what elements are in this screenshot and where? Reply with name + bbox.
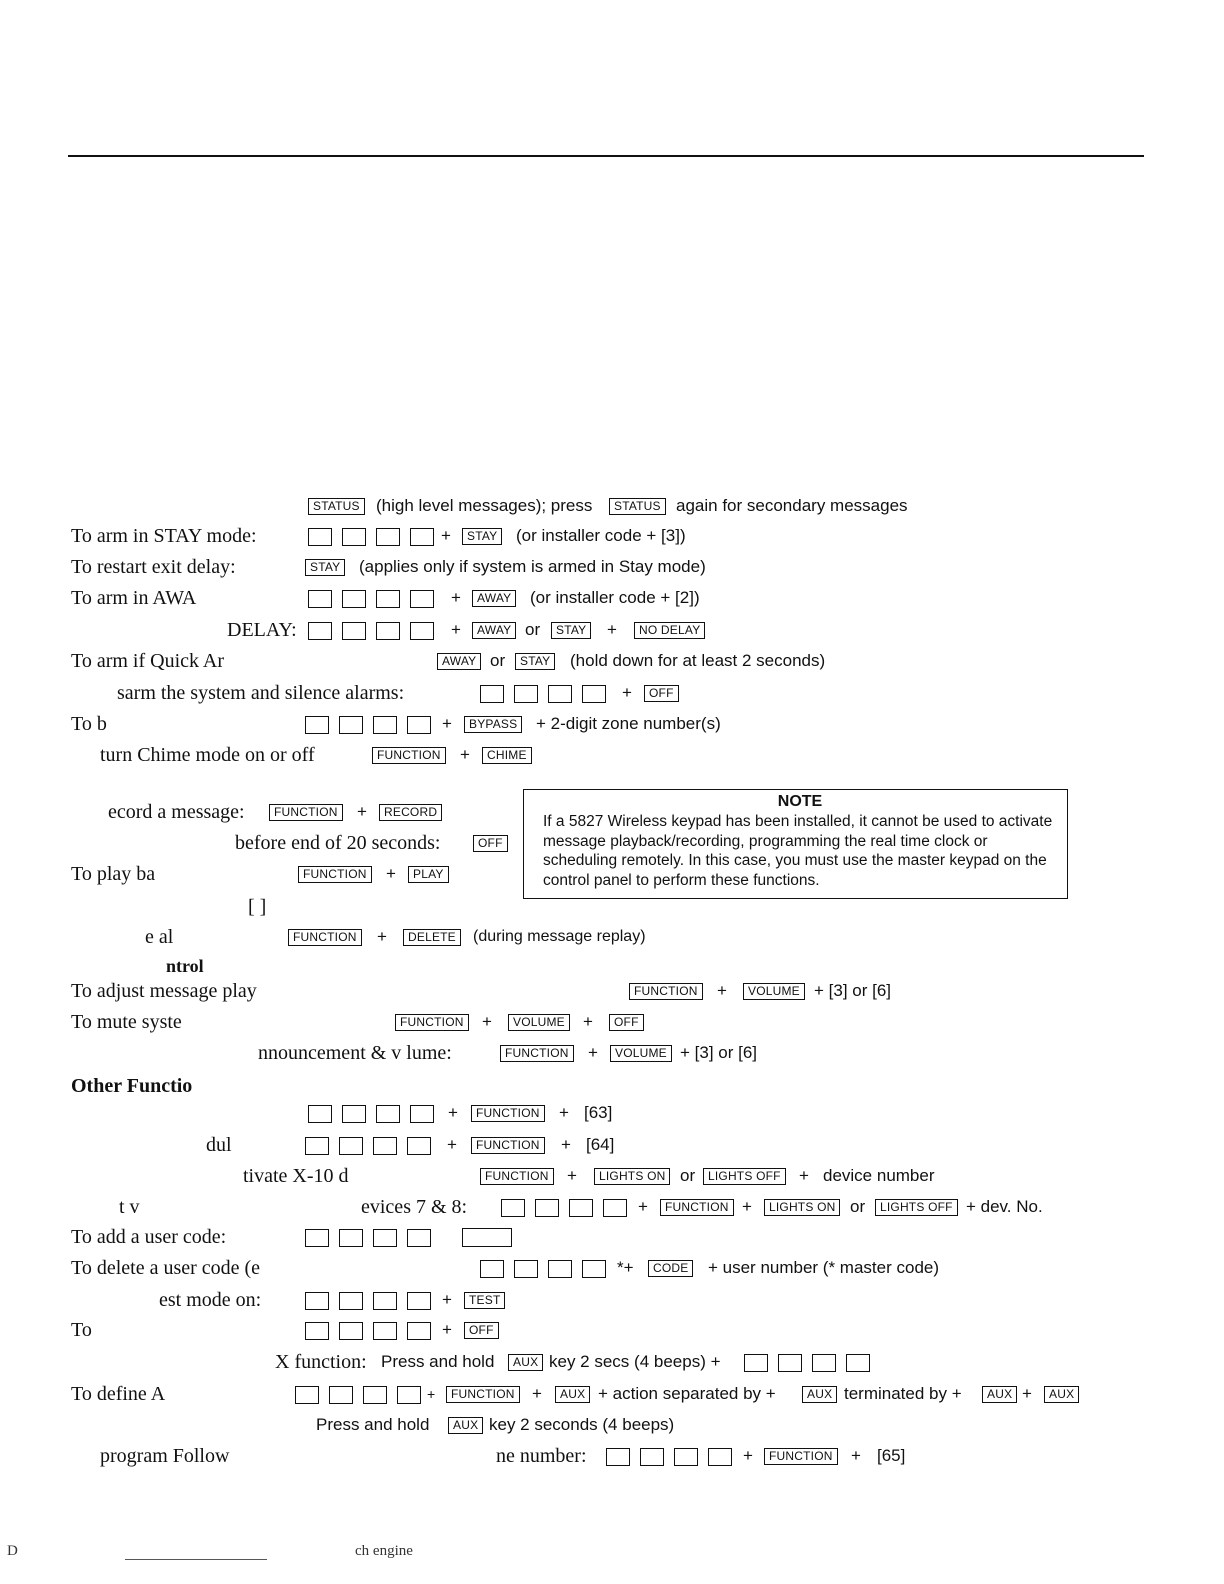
delete-user-label: To delete a user code (e [71,1257,261,1279]
digit-box [376,622,400,640]
adjust-volume-label: To adjust message play [71,980,257,1002]
header-rule [68,155,1144,157]
digit-box [407,1229,431,1247]
digit-box [305,1137,329,1155]
digit-box [339,1229,363,1247]
aux-key: AUX [555,1386,590,1403]
digit-box [373,1229,397,1247]
lights-on-key: LIGHTS ON [764,1199,840,1216]
aux-key: AUX [802,1386,837,1403]
plus-sign: + [588,1043,598,1062]
chime-key: CHIME [482,747,532,764]
plus-sign: + [743,1446,753,1465]
aux-hold-text-2: key 2 seconds (4 beeps) [489,1415,675,1434]
plus-sign: + [567,1166,577,1185]
aux-key: AUX [448,1417,483,1434]
plus-sign: + [607,620,617,639]
digit-box [410,1105,434,1123]
status-key-2: STATUS [609,498,666,515]
digit-box [410,528,434,546]
lights-off-key: LIGHTS OFF [875,1199,958,1216]
restart-exit-label: To restart exit delay: [71,556,236,578]
digit-box [339,1137,363,1155]
function-key: FUNCTION [629,983,703,1000]
away-key: AWAY [437,653,481,670]
or-text: or [525,620,541,639]
stop-record-label: before end of 20 seconds: [235,832,441,854]
plus-sign: + [442,714,452,733]
no-delay-key: NO DELAY [634,622,705,639]
code-key: CODE [648,1260,693,1277]
note-box [523,789,1068,899]
define-aux-text: + action separated by + [598,1384,776,1403]
digit-box [569,1199,593,1217]
plus-sign: + [441,526,451,545]
digit-box [603,1199,627,1217]
digit-box [305,716,329,734]
plus-sign: + [742,1197,752,1216]
aux-hold-text: Press and hold [316,1415,430,1434]
plus-sign: + [357,802,367,821]
aux-key: AUX [982,1386,1017,1403]
off-key: OFF [644,685,679,702]
aux-function-label: X function: [275,1351,367,1373]
define-aux-text-2: terminated by + [844,1384,962,1403]
bypass-note: + 2-digit zone number(s) [536,714,721,733]
disarm-label: sarm the system and silence alarms: [117,682,405,704]
digit-box [480,1260,504,1278]
digit-box [339,716,363,734]
schedule-label: dul [206,1134,232,1156]
volume-key: VOLUME [508,1014,570,1031]
digit-box [397,1386,421,1404]
quick-arm-label: To arm if Quick Ar [71,650,225,672]
arm-stay-label: To arm in STAY mode: [71,525,257,547]
test-mode-label: est mode on: [159,1289,262,1311]
function-key: FUNCTION [471,1137,545,1154]
digit-box [812,1354,836,1372]
x10-devices-label-1: t v [119,1196,140,1218]
off-key: OFF [464,1322,499,1339]
x10-label: tivate X-10 d [243,1165,349,1187]
follow-me-label-2: ne number: [496,1445,587,1467]
note-title: NOTE [777,793,823,810]
record-key: RECORD [379,804,442,821]
digit-box [640,1448,664,1466]
digit-box [708,1448,732,1466]
digit-box [535,1199,559,1217]
status-text-2: again for secondary messages [676,496,908,515]
digit-box [407,1137,431,1155]
digit-box [308,622,332,640]
digit-box [295,1386,319,1404]
function-key: FUNCTION [500,1045,574,1062]
lights-off-key: LIGHTS OFF [703,1168,786,1185]
digit-box [363,1386,387,1404]
note-body: If a 5827 Wireless keypad has been installed, it cannot be used to activate message playback/recording, programming the real time clock or scheduling remotely. In this case, you must use the master keypad on the control panel to perform these functions. [543,813,1053,889]
or-text: or [850,1197,866,1216]
digit-box [342,1105,366,1123]
delete-note: (during message replay) [473,928,646,945]
function-key: FUNCTION [480,1168,554,1185]
arm-away-note: (or installer code + [2]) [530,588,700,607]
digit-box [373,1322,397,1340]
no-delay-label: DELAY: [227,619,297,641]
function-key: FUNCTION [446,1386,520,1403]
follow-me-label: program Follow [100,1445,230,1467]
digit-box [308,590,332,608]
away-key: AWAY [472,622,516,639]
plus-sign: + [447,1135,457,1154]
plus-sign: + [559,1103,569,1122]
digit-box [407,1292,431,1310]
plus-sign: + [451,620,461,639]
digit-box [342,590,366,608]
plus-sign: + [1022,1384,1032,1403]
digit-box [674,1448,698,1466]
play-key: PLAY [408,866,449,883]
digit-box [339,1292,363,1310]
other-functions-heading: Other Functio [71,1075,193,1097]
plus-sign: + [622,683,632,702]
digit-box [305,1292,329,1310]
bypass-key: BYPASS [464,716,522,733]
digit-box [342,622,366,640]
volume-key: VOLUME [743,983,805,1000]
plus-sign: + [451,588,461,607]
plus-sign: + [460,745,470,764]
x10-devices-note: + dev. No. [966,1197,1043,1216]
function-key: FUNCTION [395,1014,469,1031]
digit-box [582,1260,606,1278]
stay-key: STAY [515,653,555,670]
digit-box [582,685,606,703]
announcement-note: + [3] or [6] [680,1043,758,1062]
plus-sign: + [448,1103,458,1122]
off-key: OFF [609,1014,644,1031]
digit-box [501,1199,525,1217]
bypass-label: To b [71,713,107,735]
arm-away-label: To arm in AWA [71,587,197,609]
off-key: OFF [473,835,508,852]
plus-sign: + [386,864,396,883]
digit-box [373,1137,397,1155]
digit-box [376,528,400,546]
play-label: To play ba [71,863,156,885]
x10-devices-label-2: evices 7 & 8: [361,1196,468,1218]
plus-sign: + [638,1197,648,1216]
digit-box [305,1322,329,1340]
adjust-volume-note: + [3] or [6] [814,981,892,1000]
announcement-label: nnouncement & v lume: [258,1042,452,1064]
function-key: FUNCTION [269,804,343,821]
function-key: FUNCTION [660,1199,734,1216]
digit-box [514,1260,538,1278]
digit-box [308,528,332,546]
digit-box [305,1229,329,1247]
or-text: or [490,651,506,670]
function-64-code: [64] [586,1135,615,1154]
plus-sign: + [377,927,387,946]
digit-box [342,528,366,546]
digit-box [744,1354,768,1372]
digit-box [778,1354,802,1372]
digit-box [373,1292,397,1310]
aux-function-text-2: key 2 secs (4 beeps) + [549,1352,721,1371]
plus-sign: + [583,1012,593,1031]
restart-exit-note: (applies only if system is armed in Stay mode) [359,557,706,576]
digit-box [407,1322,431,1340]
volume-key: VOLUME [610,1045,672,1062]
arm-stay-note: (or installer code + [3]) [516,526,686,545]
function-63-code: [63] [584,1103,613,1122]
plus-sign: + [717,981,727,1000]
away-key: AWAY [472,590,516,607]
digit-box [548,1260,572,1278]
digit-box [407,716,431,734]
footer-link[interactable] [125,1559,267,1560]
quick-arm-note: (hold down for at least 2 seconds) [570,651,826,670]
plus-sign: + [561,1135,571,1154]
stay-key: STAY [551,622,591,639]
x10-note: device number [823,1166,935,1185]
function-key: FUNCTION [298,866,372,883]
digit-box [308,1105,332,1123]
plus-sign: + [532,1384,542,1403]
code-box [462,1228,512,1247]
digit-box [373,716,397,734]
aux-key: AUX [508,1354,543,1371]
stay-key: STAY [462,528,502,545]
control-heading: ntrol [166,956,204,976]
function-key: FUNCTION [764,1448,838,1465]
test-off-label: To [71,1319,92,1341]
add-user-label: To add a user code: [71,1226,227,1248]
function-65-code: [65] [877,1446,906,1465]
plus-sign: + [442,1290,452,1309]
record-label: ecord a message: [108,801,245,823]
define-aux-label: To define A [71,1383,166,1405]
function-key: FUNCTION [372,747,446,764]
digit-box [606,1448,630,1466]
digit-box [329,1386,353,1404]
function-key: FUNCTION [288,929,362,946]
footer-right: ch engine [355,1543,413,1559]
mute-label: To mute syste [71,1011,182,1033]
digit-box [410,590,434,608]
plus-sign: + [851,1446,861,1465]
star-plus: *+ [617,1258,634,1277]
status-text: (high level messages); press [376,496,593,515]
digit-box [376,1105,400,1123]
chime-label: turn Chime mode on or off [100,744,315,766]
test-key: TEST [464,1292,505,1309]
digit-box [846,1354,870,1372]
stay-key: STAY [305,559,345,576]
digit-box [376,590,400,608]
lights-on-key: LIGHTS ON [594,1168,670,1185]
delete-key: DELETE [403,929,461,946]
digit-box [480,685,504,703]
digit-box [514,685,538,703]
delete-user-note: + user number (* master code) [708,1258,940,1277]
aux-function-text: Press and hold [381,1352,495,1371]
footer-left: D [7,1543,18,1559]
digit-box [548,685,572,703]
digit-box [410,622,434,640]
aux-key: AUX [1044,1386,1079,1403]
plus-sign: + [799,1166,809,1185]
function-key: FUNCTION [471,1105,545,1122]
plus-sign: + [427,1386,436,1402]
plus-sign: + [482,1012,492,1031]
delete-label: e al [145,926,174,948]
bracket-label: [ ] [248,896,267,918]
digit-box [339,1322,363,1340]
plus-sign: + [442,1320,452,1339]
status-key: STATUS [308,498,365,515]
or-text: or [680,1166,696,1185]
